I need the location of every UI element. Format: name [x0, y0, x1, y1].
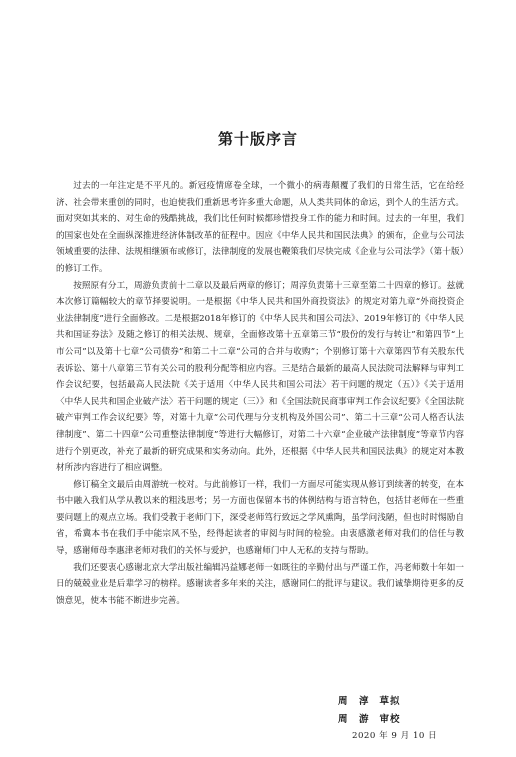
signature-name: 周 游 [338, 714, 370, 725]
paragraph-4: 我们还要衷心感谢北京大学出版社编辑冯益娜老师一如既往的辛勤付出与严谨工作，冯老师数十年如一日的兢兢业业是后辈学习的榜样。感谢读者多年来的关注，感谢同仁的批评与建议。我们诚挚期待更多的反馈意见，使本书能不断进步完善。 [56, 562, 464, 606]
preface-date: 2020 年 9 月 10 日 [352, 731, 438, 741]
signature-reviewer [338, 711, 458, 725]
signature-name: 周 淳 [338, 696, 370, 707]
signature-drafter [338, 693, 458, 707]
paragraph-2: 按照原有分工，周游负责前十二章以及最后两章的修订；周淳负责第十三章至第二十四章的修订。兹就本次修订篇幅较大的章节择要说明。一是根据《中华人民共和国外商投资法》的规定对第九章“外商投资企业法律制度”进行全面修改。二是根据2018年修订的《中华人民共和国公司法》、2019年修订的《中华人民共和国证券法》及随之修订的相关法规、规章，全面修改第十五章第三节“股份的发行与转让”和第四节“上市公司”以及第十七章“公司债券”和第二十二章“公司的合并与收购”；个别修订第十六章第四节有关股东代表诉讼、第十八章第三节有关公司的股利分配等相应内容。三是结合最新的最高人民法院司法解释与审判工作会议纪要，包括最高人民法院《关于适用〈中华人民共和国公司法〉若干问题的规定（五）》《关于适用〈中华人民共和国企业破产法〉若干问题的规定（三）》和《全国法院民商事审判工作会议纪要》《全国法院破产审判工作会议纪要》等，对第十九章“公司代理与分支机构及外国公司”、第二十三章“公司人格否认法律制度”、第二十四章“公司重整法律制度”等进行大幅修订，对第二十六章“企业破产法律制度”等章节内容进行个别更改，补充了最新的研究成果和实务动向。此外，还根据《中华人民共和国民法典》的规定对本教材所涉内容进行了相应调整。 [56, 280, 464, 474]
page-title: 第十版序言 [217, 130, 298, 148]
paragraph-1: 过去的一年注定是不平凡的。新冠疫情席卷全球，一个微小的病毒颠覆了我们的日常生活，它在给经济、社会带来重创的同时，也迫使我们重新思考许多重大命题，从人类共同体的命运，到个人的生活方式。面对突如其来的、对生命的残酷挑战，我们比任何时候都珍惜投身工作的能力和时间。过去的一年里，我们的国家也处在全面纵深推进经济体制改革的征程中。因应《中华人民共和国民法典》的颁布，企业与公司法领域重要的法律、法规相继颁布或修订，法律制度的发展也鞭策我们尽快完成《企业与公司法学》（第十版）的修订工作。 [56, 181, 464, 274]
signature-role: 审校 [379, 714, 401, 725]
signature-role: 草拟 [379, 696, 401, 707]
preface-body [56, 178, 464, 609]
paragraph-3: 修订稿全文最后由周游统一校对。与此前修订一样，我们一方面尽可能实现从修订到续著的转变，在本书中融入我们从学从教以来的粗浅思考；另一方面也保留本书的体例结构与语言特色，包括甘老师在一些重要问题上的观点立场。我们受教于老师门下，深受老师笃行致远之学风熏陶，虽学问浅陋，但也时时惕励自省，希冀本书在我们手中能宗风不坠，经得起读者的审阅与时间的检验。由衷感激老师对我们的信任与教导，感谢师母李惠津老师对我们的关怀与爱护，也感谢师门中人无私的支持与帮助。 [56, 479, 464, 557]
